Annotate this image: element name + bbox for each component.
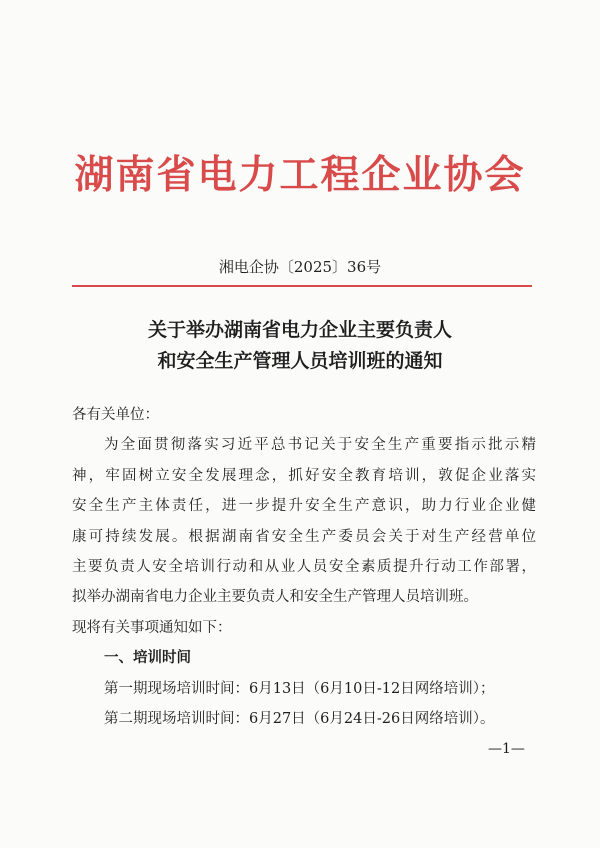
paragraph-line: 安全生产主体责任，进一步提升安全生产意识，助力行业企业健 — [72, 498, 536, 515]
training-session-item: 第二期现场培训时间：6月27日（6月24日-26日网络培训）。 — [104, 710, 495, 727]
paragraph-line: 现将有关事项通知如下： — [72, 619, 232, 636]
document-number: 湘电企协〔2025〕36号 — [218, 258, 382, 276]
notice-title — [0, 315, 600, 377]
notice-body — [72, 400, 536, 734]
page-number: —1— — [488, 741, 525, 757]
notice-title-line-2: 和安全生产管理人员培训班的通知 — [157, 350, 443, 372]
organization-header: 湖南省电力工程企业协会 — [74, 153, 526, 198]
paragraph-line: 拟举办湖南省电力企业主要负责人和安全生产管理人员培训班。 — [72, 589, 478, 606]
training-session-item: 第一期现场培训时间：6月13日（6月10日-12日网络培训）； — [104, 680, 495, 697]
paragraph-line: 为全面贯彻落实习近平总书记关于安全生产重要指示批示精 — [104, 437, 536, 454]
red-divider-line — [72, 285, 532, 287]
section-heading-training-time: 一、培训时间 — [104, 650, 191, 667]
paragraph-line: 神，牢固树立安全发展理念，抓好安全教育培训，敦促企业落实 — [72, 467, 536, 484]
salutation: 各有关单位： — [72, 407, 159, 423]
notice-title-line-1: 关于举办湖南省电力企业主要负责人 — [147, 319, 452, 341]
paragraph-line: 康可持续发展。根据湖南省安全生产委员会关于对生产经营单位 — [72, 528, 536, 545]
paragraph-line: 主要负责人安全培训行动和从业人员安全素质提升行动工作部署， — [72, 558, 536, 575]
